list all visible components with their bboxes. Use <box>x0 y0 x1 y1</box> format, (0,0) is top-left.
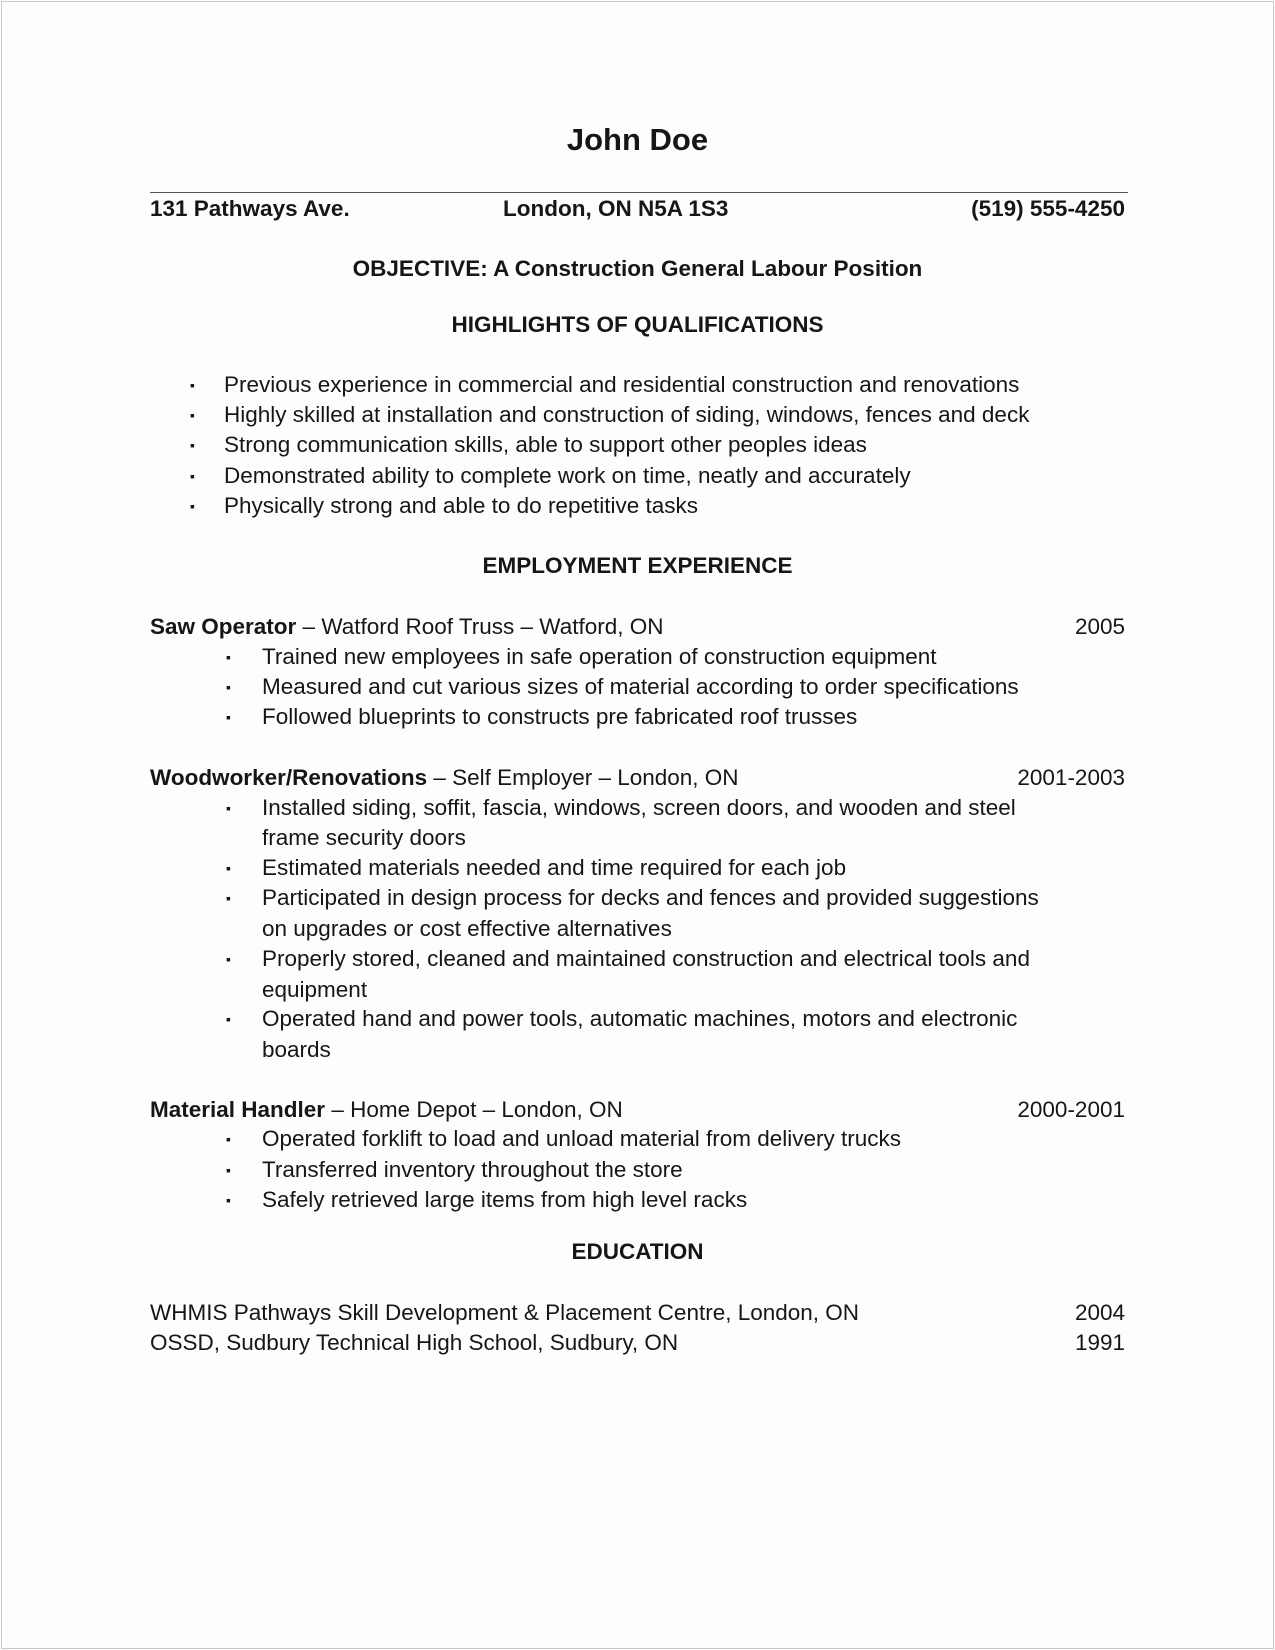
job-bullet: Participated in design process for decks and fences and provided suggestions <box>262 885 1039 910</box>
job-bullet: Transferred inventory throughout the store <box>262 1157 683 1182</box>
bullet-icon: ▪ <box>226 649 231 665</box>
job-details: – Home Depot – London, ON <box>325 1097 623 1122</box>
bullet-icon: ▪ <box>226 951 231 967</box>
bullet-icon: ▪ <box>226 1011 231 1027</box>
bullet-icon: ▪ <box>226 1192 231 1208</box>
bullet-icon: ▪ <box>226 860 231 876</box>
job-date: 2005 <box>1074 614 1125 639</box>
job-bullet: Installed siding, soffit, fascia, windows, screen doors, and wooden and steel <box>262 795 1016 820</box>
education-item: OSSD, Sudbury Technical High School, Sudbury, ON <box>150 1330 679 1355</box>
bullet-icon: ▪ <box>190 468 195 484</box>
education-year: 1991 <box>1074 1330 1125 1355</box>
contact-address: 131 Pathways Ave. <box>150 196 350 221</box>
job-header <box>150 1095 623 1125</box>
job-details: – Self Employer – London, ON <box>427 765 739 790</box>
job-header <box>150 763 739 793</box>
highlight-item: Previous experience in commercial and residential construction and renovations <box>224 372 1020 397</box>
job-title: Saw Operator <box>150 614 297 639</box>
bullet-icon: ▪ <box>190 498 195 514</box>
bullet-icon: ▪ <box>226 1162 231 1178</box>
bullet-icon: ▪ <box>190 377 195 393</box>
highlight-item: Demonstrated ability to complete work on time, neatly and accurately <box>224 463 911 488</box>
contact-city: London, ON N5A 1S3 <box>503 196 729 221</box>
job-bullet: on upgrades or cost effective alternatives <box>262 916 672 941</box>
bullet-icon: ▪ <box>190 407 195 423</box>
job-bullet: Measured and cut various sizes of material according to order specifications <box>262 674 1019 699</box>
job-date: 2001-2003 <box>1017 765 1125 790</box>
job-bullet: Properly stored, cleaned and maintained construction and electrical tools and <box>262 946 1030 971</box>
objective: OBJECTIVE: A Construction General Labour Position <box>352 256 923 281</box>
header-divider <box>150 192 1128 193</box>
job-bullet: Safely retrieved large items from high level racks <box>262 1187 748 1212</box>
job-title: Woodworker/Renovations <box>150 765 428 790</box>
job-bullet: Operated hand and power tools, automatic machines, motors and electronic <box>262 1006 1018 1031</box>
bullet-icon: ▪ <box>226 800 231 816</box>
highlights-heading: HIGHLIGHTS OF QUALIFICATIONS <box>451 312 824 337</box>
education-year: 2004 <box>1074 1300 1125 1325</box>
job-bullet: Estimated materials needed and time required for each job <box>262 855 847 880</box>
highlight-item: Strong communication skills, able to support other peoples ideas <box>224 432 867 457</box>
education-heading: EDUCATION <box>571 1239 704 1264</box>
job-bullet: equipment <box>262 977 368 1002</box>
bullet-icon: ▪ <box>226 709 231 725</box>
bullet-icon: ▪ <box>226 679 231 695</box>
job-bullet: frame security doors <box>262 825 466 850</box>
highlight-item: Highly skilled at installation and construction of siding, windows, fences and deck <box>224 402 1030 427</box>
employment-heading: EMPLOYMENT EXPERIENCE <box>482 553 793 578</box>
contact-phone: (519) 555-4250 <box>971 196 1125 221</box>
job-bullet: boards <box>262 1037 331 1062</box>
job-bullet: Trained new employees in safe operation of construction equipment <box>262 644 937 669</box>
job-bullet: Followed blueprints to constructs pre fabricated roof trusses <box>262 704 858 729</box>
education-item: WHMIS Pathways Skill Development & Placement Centre, London, ON <box>150 1300 860 1325</box>
resume-name: John Doe <box>566 122 709 157</box>
bullet-icon: ▪ <box>226 890 231 906</box>
job-bullet: Operated forklift to load and unload material from delivery trucks <box>262 1126 902 1151</box>
page-border <box>1 1 1274 1649</box>
job-date: 2000-2001 <box>1017 1097 1125 1122</box>
job-header <box>150 612 664 642</box>
job-details: – Watford Roof Truss – Watford, ON <box>296 614 664 639</box>
bullet-icon: ▪ <box>190 437 195 453</box>
job-title: Material Handler <box>150 1097 326 1122</box>
highlight-item: Physically strong and able to do repetitive tasks <box>224 493 699 518</box>
bullet-icon: ▪ <box>226 1131 231 1147</box>
